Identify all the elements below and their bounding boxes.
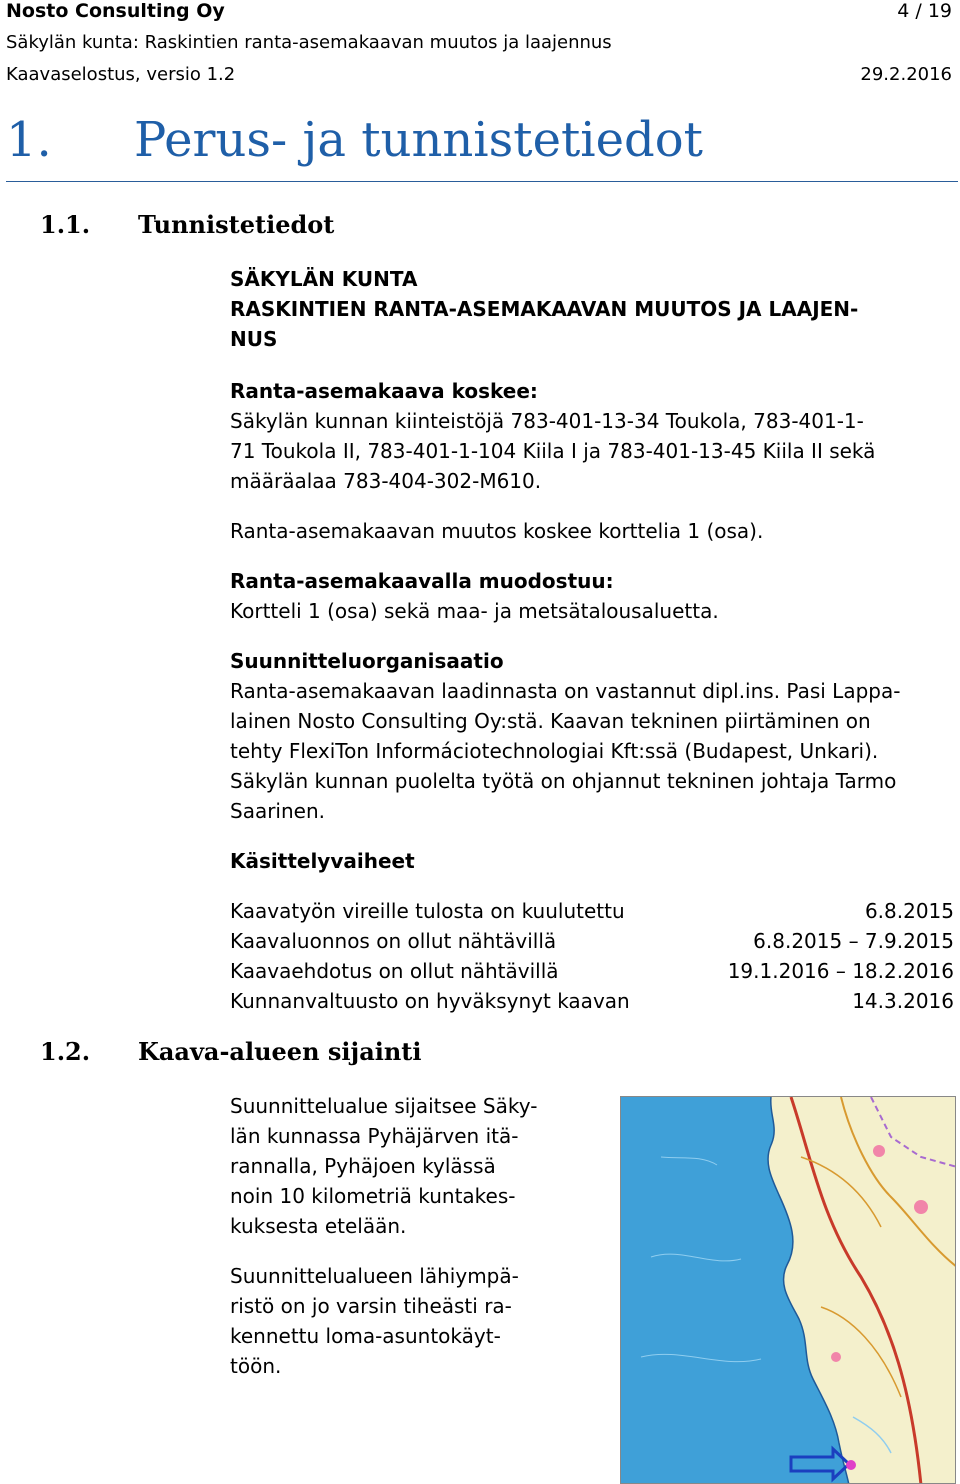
stage-label: Kaavatyön vireille tulosta on kuulutettu bbox=[230, 899, 625, 923]
section-number: 1.2. bbox=[40, 1037, 91, 1066]
village-marker bbox=[873, 1145, 885, 1157]
municipality-title bbox=[230, 264, 954, 354]
title-line: SÄKYLÄN KUNTA bbox=[230, 267, 418, 291]
surroundings-paragraph bbox=[230, 1261, 564, 1381]
title-line: RASKINTIEN RANTA-ASEMAKAAVAN MUUTOS JA LAAJEN- bbox=[230, 297, 859, 321]
concerns-block bbox=[230, 376, 954, 496]
organisation-block bbox=[230, 646, 954, 826]
village-marker bbox=[914, 1200, 928, 1214]
change-text: Ranta-asemakaavan muutos koskee korttelia 1 (osa). bbox=[230, 519, 764, 543]
company-name: Nosto Consulting Oy bbox=[6, 0, 225, 22]
stage-date: 6.8.2015 – 7.9.2015 bbox=[753, 929, 954, 953]
section-title: Tunnistetiedot bbox=[138, 210, 335, 239]
surroundings-line: kennettu loma-asuntokäyt- bbox=[230, 1324, 501, 1348]
section-heading-1-1 bbox=[40, 210, 334, 239]
location-line: Suunnittelualue sijaitsee Säky- bbox=[230, 1094, 538, 1118]
surroundings-line: ristö on jo varsin tiheästi ra- bbox=[230, 1294, 512, 1318]
map-image bbox=[621, 1097, 956, 1484]
location-line: län kunnassa Pyhäjärven itä- bbox=[230, 1124, 519, 1148]
concerns-line: Säkylän kunnan kiinteistöjä 783-401-13-34 Toukola, 783-401-1- bbox=[230, 409, 864, 433]
document-subtitle: Säkylän kunta: Raskintien ranta-asemakaavan muutos ja laajennus bbox=[6, 32, 612, 53]
organisation-heading: Suunnitteluorganisaatio bbox=[230, 649, 504, 673]
organisation-line: lainen Nosto Consulting Oy:stä. Kaavan tekninen piirtäminen on bbox=[230, 709, 871, 733]
stage-date: 19.1.2016 – 18.2.2016 bbox=[727, 959, 954, 983]
surroundings-line: Suunnittelualueen lähiympä- bbox=[230, 1264, 519, 1288]
stage-label: Kaavaluonnos on ollut nähtävillä bbox=[230, 929, 557, 953]
location-line: kuksesta etelään. bbox=[230, 1214, 407, 1238]
surroundings-line: töön. bbox=[230, 1354, 282, 1378]
organisation-line: tehty FlexiTon Informáciotechnologiai Kft:ssä (Budapest, Unkari). bbox=[230, 739, 879, 763]
section-heading-1 bbox=[6, 112, 703, 168]
stage-date: 14.3.2016 bbox=[852, 989, 954, 1013]
section-title: Kaava-alueen sijainti bbox=[138, 1037, 422, 1066]
concerns-line: määräalaa 783-404-302-M610. bbox=[230, 469, 542, 493]
village-marker bbox=[831, 1352, 841, 1362]
location-paragraph bbox=[230, 1091, 564, 1241]
organisation-line: Saarinen. bbox=[230, 799, 325, 823]
section-heading-1-2 bbox=[40, 1037, 422, 1066]
title-line: NUS bbox=[230, 327, 278, 351]
stages-heading: Käsittelyvaiheet bbox=[230, 849, 415, 873]
heading-rule bbox=[6, 181, 958, 182]
location-line: rannalla, Pyhäjoen kylässä bbox=[230, 1154, 496, 1178]
concerns-line: 71 Toukola II, 783-401-1-104 Kiila I ja 783-401-13-45 Kiila II sekä bbox=[230, 439, 876, 463]
document-version: Kaavaselostus, versio 1.2 bbox=[6, 64, 236, 85]
stage-label: Kunnanvaltuusto on hyväksynyt kaavan bbox=[230, 989, 630, 1013]
organisation-line: Säkylän kunnan puolelta työtä on ohjannut tekninen johtaja Tarmo bbox=[230, 769, 897, 793]
location-line: noin 10 kilometriä kuntakes- bbox=[230, 1184, 516, 1208]
stage-label: Kaavaehdotus on ollut nähtävillä bbox=[230, 959, 559, 983]
section-number: 1.1. bbox=[40, 210, 91, 239]
document-date: 29.2.2016 bbox=[860, 64, 952, 85]
forms-heading: Ranta-asemakaavalla muodostuu: bbox=[230, 569, 614, 593]
concerns-heading: Ranta-asemakaava koskee: bbox=[230, 379, 538, 403]
page-number: 4 / 19 bbox=[897, 0, 952, 22]
organisation-line: Ranta-asemakaavan laadinnasta on vastannut dipl.ins. Pasi Lappa- bbox=[230, 679, 901, 703]
forms-block bbox=[230, 566, 954, 626]
section-title: Perus- ja tunnistetiedot bbox=[134, 112, 703, 168]
location-map bbox=[620, 1096, 956, 1484]
stage-date: 6.8.2015 bbox=[864, 899, 954, 923]
forms-text: Kortteli 1 (osa) sekä maa- ja metsätalousaluetta. bbox=[230, 599, 719, 623]
plan-area-marker bbox=[846, 1460, 856, 1470]
section-number: 1. bbox=[6, 112, 52, 168]
